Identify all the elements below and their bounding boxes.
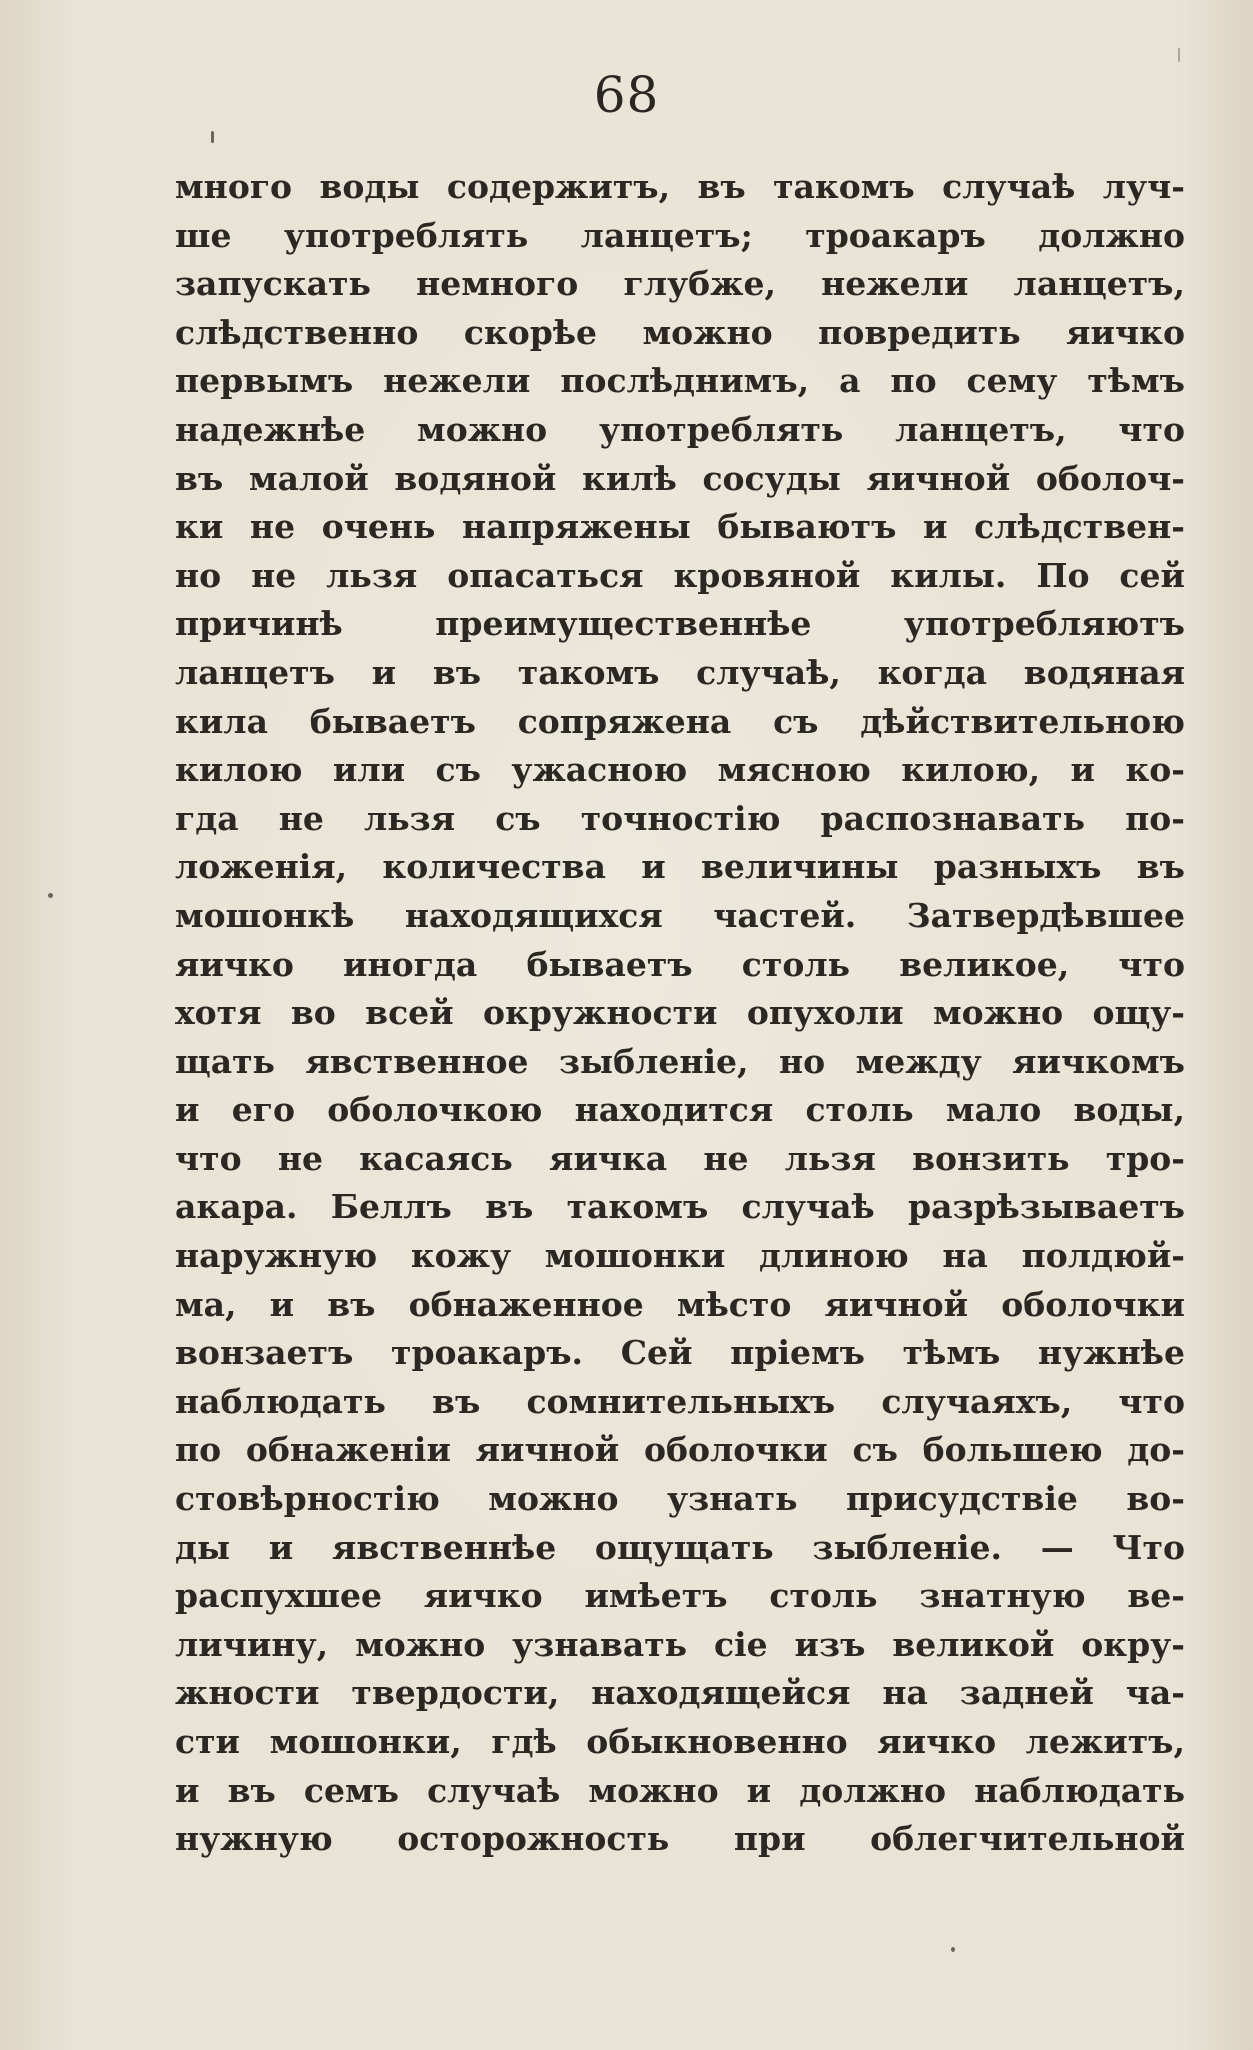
text-line: и его оболочкою находится столь мало воды,: [175, 1090, 1185, 1130]
text-line: жности твердости, находящейся на задней ча-: [175, 1673, 1185, 1713]
text-line: яичко иногда бываетъ столь великое, что: [175, 944, 1185, 984]
text-line: въ малой водяной килѣ сосуды яичной оболоч-: [175, 458, 1185, 498]
text-line: распухшее яичко имѣетъ столь знатную ве-: [175, 1576, 1185, 1616]
text-line: личину, можно узнавать сіе изъ великой окру-: [175, 1624, 1185, 1664]
text-line: наблюдать въ сомнительныхъ случаяхъ, что: [175, 1381, 1185, 1421]
text-line: и въ семъ случаѣ можно и должно наблюдать: [175, 1770, 1185, 1810]
page-number: 68: [593, 66, 660, 124]
text-line: ма, и въ обнаженное мѣсто яичной оболочки: [175, 1284, 1185, 1324]
text-line: ложенія, количества и величины разныхъ въ: [175, 847, 1185, 887]
paper-speck: [48, 893, 53, 898]
text-line: ки не очень напряжены бываютъ и слѣдствен-: [175, 507, 1185, 547]
text-line: кила бываетъ сопряжена съ дѣйствительною: [175, 701, 1185, 741]
text-line: причинѣ преимущественнѣе употребляютъ: [175, 604, 1185, 644]
text-line: мошонкѣ находящихся частей. Затвердѣвшее: [175, 895, 1185, 935]
text-line: первымъ нежели послѣднимъ, а по сему тѣмъ: [175, 361, 1185, 401]
text-line: запускать немного глубже, нежели ланцетъ,: [175, 264, 1185, 304]
text-line: слѣдственно скорѣе можно повредить яичко: [175, 312, 1185, 352]
text-line: акара. Беллъ въ такомъ случаѣ разрѣзываетъ: [175, 1187, 1185, 1227]
text-line: ды и явственнѣе ощущать зыбленіе. — Что: [175, 1527, 1185, 1567]
paper-speck: [951, 1947, 955, 1952]
text-line: нужную осторожность при облегчительной: [175, 1819, 1185, 1859]
text-line: стовѣрностію можно узнать присудствіе во-: [175, 1479, 1185, 1519]
text-line: но не льзя опасаться кровяной килы. По сей: [175, 555, 1185, 595]
text-line: хотя во всей окружности опухоли можно ощу-: [175, 993, 1185, 1033]
text-line: наружную кожу мошонки длиною на полдюй-: [175, 1236, 1185, 1276]
paper-speck: [1178, 48, 1180, 62]
text-line: что не касаясь яичка не льзя вонзить тро-: [175, 1138, 1185, 1178]
paper-speck: [211, 131, 214, 143]
text-line: вонзаетъ троакаръ. Сей пріемъ тѣмъ нужнѣе: [175, 1333, 1185, 1373]
text-line: килою или съ ужасною мясною килою, и ко-: [175, 750, 1185, 790]
text-line: гда не льзя съ точностію распознавать по-: [175, 798, 1185, 838]
text-line: надежнѣе можно употреблять ланцетъ, что: [175, 409, 1185, 449]
text-line: по обнаженіи яичной оболочки съ большею до-: [175, 1430, 1185, 1470]
text-line: щать явственное зыбленіе, но между яичкомъ: [175, 1041, 1185, 1081]
text-line: ланцетъ и въ такомъ случаѣ, когда водяная: [175, 652, 1185, 692]
text-line: ше употреблять ланцетъ; троакаръ должно: [175, 215, 1185, 255]
body-text: [175, 163, 1185, 1864]
text-line: сти мошонки, гдѣ обыкновенно яичко лежитъ,: [175, 1722, 1185, 1761]
text-line: много воды содержитъ, въ такомъ случаѣ луч-: [175, 167, 1185, 206]
